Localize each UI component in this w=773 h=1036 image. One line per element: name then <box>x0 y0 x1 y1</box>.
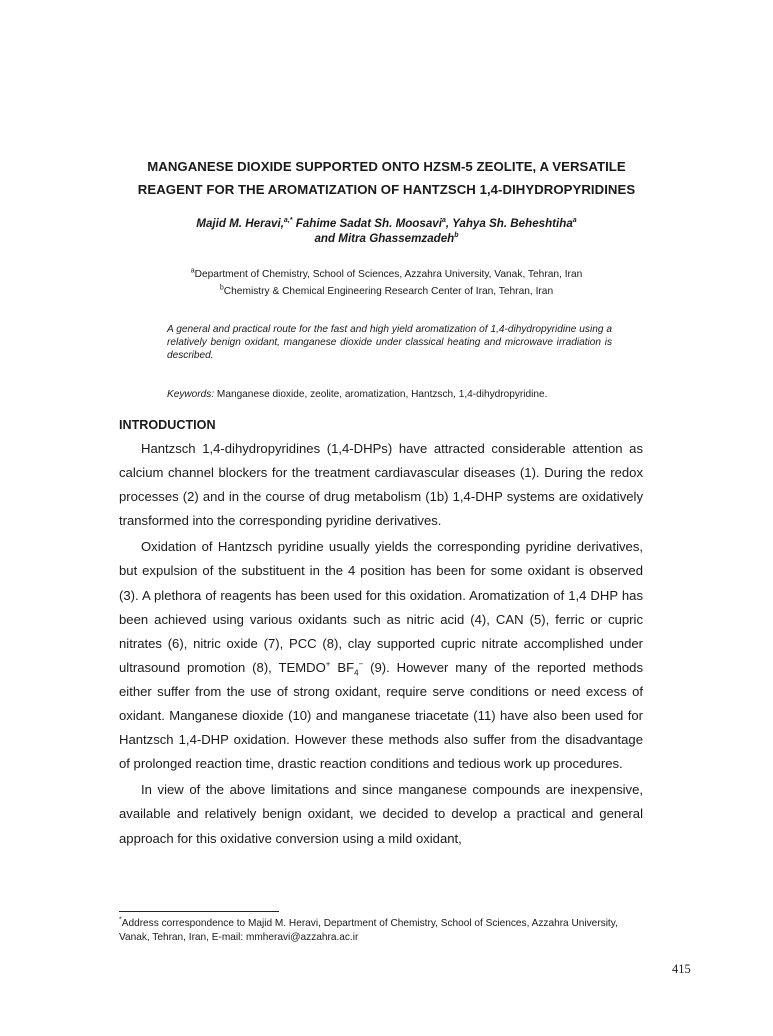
author-heravi-mark: a,* <box>283 217 293 225</box>
affiliation-a <box>110 266 663 283</box>
bf-subscript: 4 <box>354 668 359 678</box>
affiliation-a-mark: a <box>190 267 195 275</box>
keywords-label: Keywords: <box>167 389 215 400</box>
paragraph-1: Hantzsch 1,4-dihydropyridines (1,4-DHPs) have attracted considerable attention as calcium channel blockers for the treatment cardiavascular diseases (1). During the redox processes (2) and in the course of drug metabolism (1b) 1,4-DHP systems are oxidatively transformed into the corresponding pyridine derivatives. <box>119 441 643 529</box>
body-text <box>119 437 643 851</box>
author-heravi: Majid M. Heravi, <box>196 217 284 230</box>
section-heading-introduction: INTRODUCTION <box>119 418 216 432</box>
affiliation-b-mark: b <box>219 284 224 292</box>
page-number: 415 <box>672 962 691 976</box>
footnote-text: Address correspondence to Majid M. Heravi, Department of Chemistry, School of Sciences, Azzahra University, Vanak, Tehran, Iran, E-mail: mmheravi@azzahra.ac.ir <box>119 918 618 943</box>
keywords-text: Manganese dioxide, zeolite, aromatization, Hantzsch, 1,4-dihydropyridine. <box>214 389 548 400</box>
temdo-charge: + <box>325 659 331 669</box>
title-line-1: MANGANESE DIOXIDE SUPPORTED ONTO HZSM-5 ZEOLITE, A VERSATILE <box>147 159 626 174</box>
footnote <box>119 917 639 944</box>
paragraph-3: In view of the above limitations and since manganese compounds are inexpensive, available and relatively benign oxidant, we decided to develop a practical and general approach for this oxidative conversion using a mild oxidant, <box>119 782 643 846</box>
title-line-2: REAGENT FOR THE AROMATIZATION OF HANTZSCH 1,4-DIHYDROPYRIDINES <box>137 182 636 197</box>
footnote-divider <box>119 911 279 912</box>
paragraph-2 <box>119 535 643 776</box>
paper-title <box>100 155 673 201</box>
abstract: A general and practical route for the fast and high yield aromatization of 1,4-dihydropyridine using a relatively benign oxidant, manganese dioxide under classical heating and microwave irradiation is described. <box>167 324 612 361</box>
paragraph-2-part-a: Oxidation of Hantzsch pyridine usually yields the corresponding pyridine derivatives, but expulsion of the substituent in the 4 position has been for some oxidant is observed (3). A plethora of reagents has been used for this oxidation. Aromatization of 1,4 DHP has been achieved using various oxidants such as nitric acid (4), CAN (5), ferric or cupric nitrates (6), nitric oxide (7), PCC (8), clay supported cupric nitrate accomplished under ultrasound promotion (8), TEMDO <box>119 539 643 675</box>
footnote-mark: * <box>119 916 122 924</box>
author-line-1 <box>140 216 633 231</box>
author-ghassemzadeh: and Mitra Ghassemzadeh <box>314 232 455 245</box>
affiliation-b <box>110 283 663 300</box>
bf-formula: BF <box>330 659 355 675</box>
author-beheshtiha-mark: a <box>572 217 577 225</box>
author-beheshtiha: , Yahya Sh. Beheshtiha <box>445 217 573 230</box>
bf-charge: − <box>358 659 364 669</box>
author-moosavi: Fahime Sadat Sh. Moosavi <box>292 217 442 230</box>
author-list <box>140 216 633 246</box>
author-ghassemzadeh-mark: b <box>454 232 459 240</box>
affiliation-a-text: Department of Chemistry, School of Sciences, Azzahra University, Vanak, Tehran, Iran <box>194 269 583 280</box>
author-line-2 <box>140 231 633 246</box>
author-moosavi-mark: a <box>441 217 446 225</box>
paragraph-2-part-b: (9). However many of the reported methods either suffer from the use of strong oxidant, require serve conditions or need excess of oxidant. Manganese dioxide (10) and manganese triacetate (11) have also been used for Hantzsch 1,4-DHP oxidation. However these methods also suffer from the disadvantage of prolonged reaction time, drastic reaction conditions and tedious work up procedures. <box>119 659 643 772</box>
affiliation-b-text: Chemistry & Chemical Engineering Research Center of Iran, Tehran, Iran <box>223 286 554 297</box>
keywords <box>167 388 637 401</box>
affiliations <box>110 266 663 300</box>
